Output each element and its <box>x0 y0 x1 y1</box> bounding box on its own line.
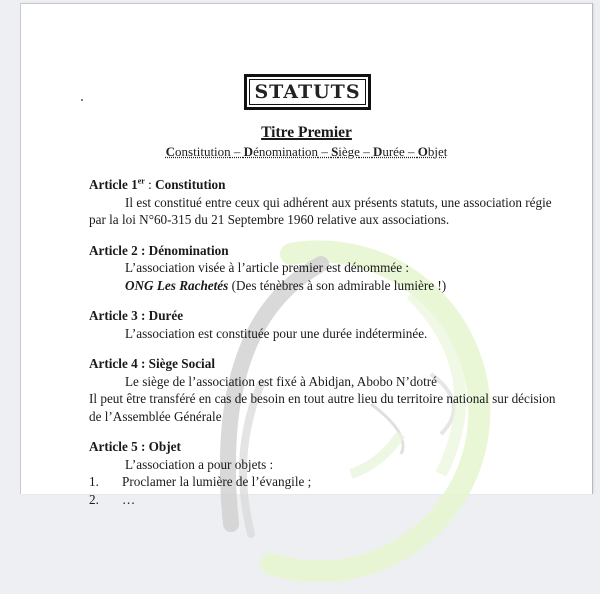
list-number: 2. <box>89 491 99 507</box>
association-name-line <box>89 277 569 295</box>
article-heading: Article 4 : Siège Social <box>89 356 215 371</box>
section-title: Titre Premier <box>261 124 352 141</box>
subtitle-sep: – <box>230 144 244 159</box>
article-5 <box>89 438 569 508</box>
article-text: L’association a pour objets : <box>125 456 274 472</box>
objects-list <box>89 473 569 508</box>
article-heading: Article 3 : Durée <box>89 308 184 323</box>
article-text: L’association visée à l’article premier est dénommée : <box>125 260 410 275</box>
document-title-box <box>244 74 371 110</box>
document-title: STATUTS <box>254 81 361 103</box>
stray-mark <box>81 99 83 101</box>
article-heading: Article 5 : Objet <box>89 439 181 454</box>
list-number: 1. <box>89 474 99 489</box>
article-text: Le siège de l’association est fixé à Abidjan, Abobo N’dotré <box>125 373 438 389</box>
article-title: Constitution <box>155 177 226 192</box>
association-motto: (Des ténèbres à son admirable lumière !) <box>228 277 447 293</box>
subtitle-sep: – <box>318 144 332 159</box>
article-sep: : <box>144 177 156 192</box>
list-item <box>89 473 569 491</box>
association-name: ONG Les Rachetés <box>125 277 229 293</box>
subtitle-sep: – <box>359 144 373 159</box>
list-text: Proclamer la lumière de l’évangile ; <box>122 474 312 489</box>
article-superscript: er <box>137 176 145 186</box>
article-1 <box>89 176 569 229</box>
subtitle-initial: O <box>417 144 428 159</box>
article-text: Il est constitué entre ceux qui adhérent aux présents statuts, une association régie par la loi N°60-315 du 21 Septembre 1960 relative aux associations. <box>89 194 552 227</box>
list-item <box>89 491 569 509</box>
article-heading <box>89 176 569 194</box>
subtitle-initial: C <box>165 144 176 159</box>
subtitle-sep: – <box>404 144 418 159</box>
subtitle-word: urée <box>382 144 405 159</box>
subtitle-word: énomination <box>253 144 319 159</box>
article-heading: Article 2 : Dénomination <box>89 242 229 258</box>
article-4 <box>89 355 569 425</box>
subtitle-word: iège <box>338 144 360 159</box>
list-text: … <box>122 491 136 507</box>
subtitle-initial: D <box>372 144 383 159</box>
article-2 <box>89 242 569 295</box>
article-text: Il peut être transféré en cas de besoin en tout autre lieu du territoire national sur décision de l’Assemblée Générale <box>89 391 556 424</box>
subtitle-word: onstitution <box>175 144 231 159</box>
section-subtitle <box>21 144 592 160</box>
document-page <box>20 3 593 507</box>
article-label: Article 1 <box>89 177 138 192</box>
subtitle-initial: S <box>331 144 339 159</box>
article-text: L’association est constituée pour une durée indéterminée. <box>125 325 428 341</box>
subtitle-word: bjet <box>427 144 448 159</box>
document-body <box>89 176 569 521</box>
subtitle-initial: D <box>243 144 254 159</box>
article-3 <box>89 307 569 342</box>
